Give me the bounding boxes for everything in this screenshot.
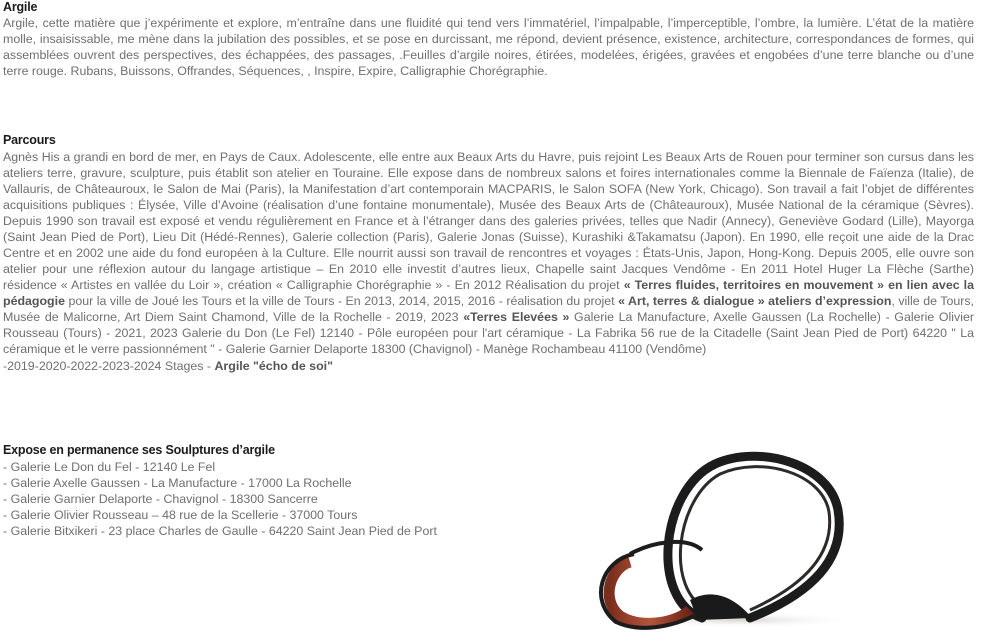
- parcours-text-part-1: Agnès His a grandi en bord de mer, en Pays de Caux. Adolescente, elle entre aux Beaux Arts du Havre, puis rejoint Les Beaux Arts de Rouen pour terminer son cursus dans les ateliers terre, gravure, sculpture, puis établit son atelier en Touraine. Elle expose dans de nombreux salons et foires internationales comme la Biennale de Faïenza (Italie), de Vallauris, de Châteauroux, le Salon de Mai (Paris), la Manifestation d’art contemporain MACPARIS, le Salon SOFA (New York, Chicago). Son travail a fait l’objet de différentes acquisitions publiques : Élysée, Ville d’Avoine (réalisation d’une fontaine monumentale), Musée des Beaux Arts de (Châteauroux), Musée National de la céramique (Sèvres). Depuis 1990 son travail est exposé et vendu régulièrement en France et à l’étranger dans des galeries privées, telles que Nadir (Annecy), Geneviève Godard (Lille), Mayorga (Saint Jean Pied de Port), Lieu Dit (Hédé-Rennes), Galerie collection (Paris), Galerie Jonas (Suisse), Kurashiki &Takamatsu (Japon). En 1990, elle reçoit une aide de la Drac Centre et en 2002 une aide du fond européen à la Culture. Elle nourrit aussi son travail de rencontres et voyages : États-Unis, Japon, Hong-Kong. Depuis 2005, elle ouvre son atelier pour une réflexion autour du langage artistique – En 2010 elle investit d’autres lieux, Chapelle saint Jacques Vendôme - En 2011 Hotel Huger La Flèche (Sarthe) résidence « Artistes en vallée du Loir », création « Calligraphie Chorégraphie » - En 2012 Réalisation du projet: [3, 150, 974, 292]
- parcours-stages-text: -2019-2020-2022-2023-2024 Stages -: [3, 359, 215, 373]
- argile-text: Argile, cette matière que j’expérimente et explore, m’entraîne dans une fluidité qui tend vers l’immatériel, l’impalpable, l’imperceptible, l’ombre, la lumière. L’état de la matière molle, insaisissable, me mène dans la jubilation des possibles, et se pose en durcissant, me répond, devient présence, existence, architecture, correspondances de formes, qui assemblées ouvrent des perspectives, des échappées, des passages, .Feuilles d’argile noires, étirées, modelées, érigées, gravées et engobées d’une terre blanche ou d’une terre rouge. Rubans, Buissons, Offrandes, Séquences, , Inspire, Expire, Calligraphie Chorégraphie.: [3, 16, 974, 78]
- parcours-project-2: « Art, terres & dialogue » ateliers d’expression: [618, 294, 892, 308]
- sculpture-base: [690, 594, 752, 620]
- parcours-heading: Parcours: [3, 133, 56, 147]
- gallery-item: - Galerie Garnier Delaporte - Chavignol - 18300 Sancerre: [3, 492, 318, 506]
- sculpture-photo: [590, 450, 852, 630]
- gallery-list: [3, 459, 563, 539]
- parcours-text: [3, 149, 974, 357]
- gallery-item: - Galerie Le Don du Fel - 12140 Le Fel: [3, 460, 216, 474]
- gallery-item: - Galerie Bitxikeri - 23 place Charles de Gaulle - 64220 Saint Jean Pied de Port: [3, 524, 437, 538]
- parcours-stages-title: Argile "écho de soi": [214, 359, 333, 373]
- parcours-project-3: «Terres Elevées »: [463, 310, 570, 324]
- argile-heading: Argile: [3, 0, 38, 14]
- parcours-text-part-4: Galerie La Manufacture, Axelle Gaussen (La Rochelle) - Galerie Olivier Rousseau (Tours) - 2021, 2023 Galerie du Don (Le Fel) 12140 - Pôle européen pour l'art céramique - La Fabrika 56 rue de la Citadelle (Saint Jean Pied de Port) 64220 " La céramique et le verre passionnément " - Galerie Garnier Delaporte 18300 (Chavignol) - Manège Rochambeau 41100 (Vendôme): [3, 310, 974, 356]
- section-expose: [3, 443, 563, 539]
- sculpture-large-loop: [668, 456, 839, 618]
- parcours-text-part-2: pour la ville de Joué les Tours et la ville de Tours - En 2013, 2014, 2015, 2016 - réalisation du projet: [64, 294, 619, 308]
- parcours-project-1: « Terres fluides, territoires en mouvement » en lien avec la pédagogie: [3, 278, 974, 308]
- parcours-text-part-3: , ville de Tours, Musée de Malicorne, Art Diem Saint Chamond, Ville de la Rochelle - 2019, 2023: [3, 294, 974, 324]
- expose-heading: Expose en permanence ses Soulptures d’argile: [3, 443, 275, 457]
- parcours-stages-line: [3, 358, 974, 374]
- section-argile: [3, 0, 974, 79]
- gallery-item: - Galerie Axelle Gaussen - La Manufacture - 17000 La Rochelle: [3, 476, 352, 490]
- section-parcours: [3, 133, 974, 374]
- gallery-item: - Galerie Olivier Rousseau – 48 rue de la Scellerie - 37000 Tours: [3, 508, 358, 522]
